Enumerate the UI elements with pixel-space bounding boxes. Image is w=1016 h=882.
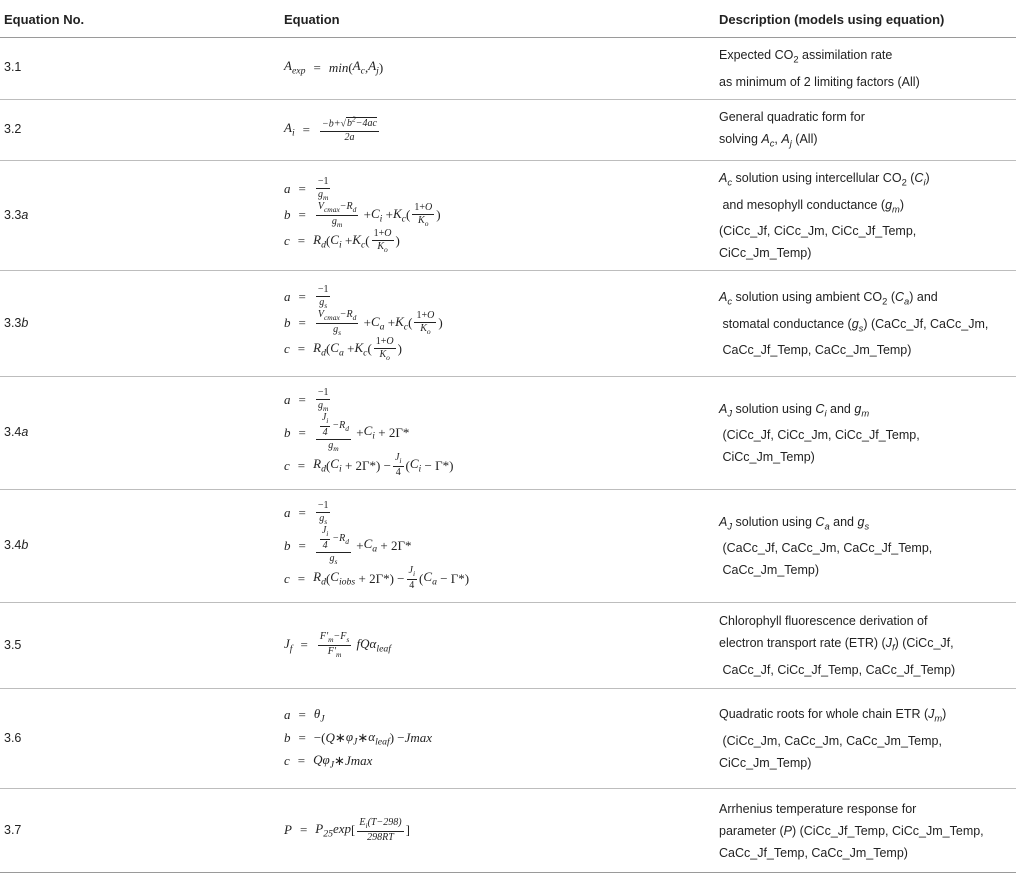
equation-cell (280, 789, 715, 873)
equation-number: 3.7 (0, 789, 280, 873)
equation-number: 3.3b (0, 271, 280, 377)
equation-line: b = $\frac{J_i}{4}$ $-R_d$ $g_s$ + $C_a$ + 2Γ* (284, 524, 412, 567)
equation-line: a = $\frac{-1}{g_m}$ (284, 386, 329, 413)
equation-number: 3.6 (0, 689, 280, 789)
equation-line: b = $\frac{V_{cmax}-R_d}{g_s}$ + $C_a$ + $K_c$ ( $\frac{1+O}{K_o}$ ) (284, 309, 443, 337)
table-row (0, 161, 1016, 271)
table-row (0, 490, 1016, 603)
equation-number: 3.4a (0, 377, 280, 490)
equation-line: $J_f$ = $\frac{F'_m-F_s}{F'_m}$ fQα$_{leaf}$ (284, 631, 391, 659)
equation-cell (280, 377, 715, 490)
equation-line: c = $R_d$ ( $C_a$ + $K_c$ ( $\frac{1+O}{K_o}$ ) (284, 335, 402, 363)
equation-line: P = $P_{25}\exp$ [ $\frac{E_i(T-298)}{298RT}$ ] (284, 816, 410, 843)
equation-number: 3.4b (0, 490, 280, 603)
equation-line: a = $\theta_J$ (284, 705, 325, 725)
description-cell: $A_J$ solution using $C_i$ and $g_m$ (CiCc_Jf, CiCc_Jm, CiCc_Jf_Temp, CiCc_Jm_Temp) (715, 377, 1016, 490)
equation-number: 3.2 (0, 99, 280, 161)
equation-line: $A_{exp}$ = min ( $A_c$ , $A_j$ ) (284, 58, 384, 77)
equation-line: c = $R_d$ ( $C_i$ + 2Γ*) − $\frac{J_i}{4}$ ( $C_i$ − Γ*) (284, 452, 454, 478)
description-cell: $A_c$ solution using ambient $CO_2$ $(C_a)$ and stomatal conductance $(g_s)$ (CaCc_Jf, CaCc_Jm, CaCc_Jf_Temp, CaCc_Jm_Temp) (715, 271, 1016, 377)
header-equation: Equation (280, 0, 715, 38)
table-row (0, 38, 1016, 100)
table-row (0, 603, 1016, 689)
description-cell: $A_c$ solution using intercellular $CO_2$ $(C_i)$ and mesophyll conductance $(g_m)$ (CiCc_Jf, CiCc_Jm, CiCc_Jf_Temp, CiCc_Jm_Temp) (715, 161, 1016, 271)
equation-line: c = $Q\varphi_J$ ∗ Jmax (284, 751, 373, 771)
equation-line: $A_i$ = $\frac{-b+√b^2-4ac}{2a}$ (284, 115, 377, 143)
equation-line: a = $\frac{-1}{g_m}$ (284, 175, 329, 203)
equation-line: c = $R_d$ ( $C_{iobs}$ + 2Γ*) − $\frac{J_i}{4}$ ( $C_a$ − Γ*) (284, 565, 470, 591)
description-cell: Arrhenius temperature response for parameter (P) (CiCc_Jf_Temp, CiCc_Jm_Temp, CaCc_Jf_Temp, CaCc_Jm_Temp) (715, 789, 1016, 873)
description-cell: General quadratic form for solving $A_c$, $A_j$ (All) (715, 99, 1016, 161)
equation-cell (280, 161, 715, 271)
description-cell: Expected $CO_2$ assimilation rate as minimum of 2 limiting factors (All) (715, 38, 1016, 100)
equation-line: b = $\frac{J_i}{4}$ $-R_d$ $g_m$ + $C_i$ + 2Γ* (284, 411, 410, 454)
equation-line: b = −( Q ∗ $\varphi_J$ ∗ $\alpha_{leaf}$ ) − Jmax (284, 728, 433, 748)
equation-line: a = $\frac{-1}{g_s}$ (284, 283, 329, 311)
equation-cell (280, 490, 715, 603)
equation-number: 3.5 (0, 603, 280, 689)
table-row (0, 789, 1016, 873)
table-row (0, 99, 1016, 161)
header-description: Description (models using equation) (715, 0, 1016, 38)
equation-number: 3.3a (0, 161, 280, 271)
equation-line: b = $\frac{V_{cmax}-R_d}{g_m}$ + $C_i$ + $K_c$ ( $\frac{1+O}{K_o}$ ) (284, 201, 441, 229)
equation-cell (280, 38, 715, 100)
equation-cell (280, 689, 715, 789)
equation-cell (280, 99, 715, 161)
equation-line: a = $\frac{-1}{g_s}$ (284, 499, 329, 526)
description-cell: Chlorophyll fluorescence derivation of electron transport rate (ETR) $(J_f)$ (CiCc_Jf, CaCc_Jf, CiCc_Jf_Temp, CaCc_Jf_Temp) (715, 603, 1016, 689)
header-equation-no: Equation No. (0, 0, 280, 38)
equation-cell (280, 603, 715, 689)
table-row (0, 271, 1016, 377)
description-cell: Quadratic roots for whole chain ETR $(J_m)$ (CiCc_Jm, CaCc_Jm, CaCc_Jm_Temp, CiCc_Jm_Temp) (715, 689, 1016, 789)
description-cell: $A_J$ solution using $C_a$ and $g_s$ (CaCc_Jf, CaCc_Jm, CaCc_Jf_Temp, CaCc_Jm_Temp) (715, 490, 1016, 603)
table-row (0, 377, 1016, 490)
equation-cell (280, 271, 715, 377)
header-row (0, 0, 1016, 38)
table-row (0, 689, 1016, 789)
equation-line: c = $R_d$ ( $C_i$ + $K_c$ ( $\frac{1+O}{K_o}$ ) (284, 227, 400, 255)
equation-number: 3.1 (0, 38, 280, 100)
